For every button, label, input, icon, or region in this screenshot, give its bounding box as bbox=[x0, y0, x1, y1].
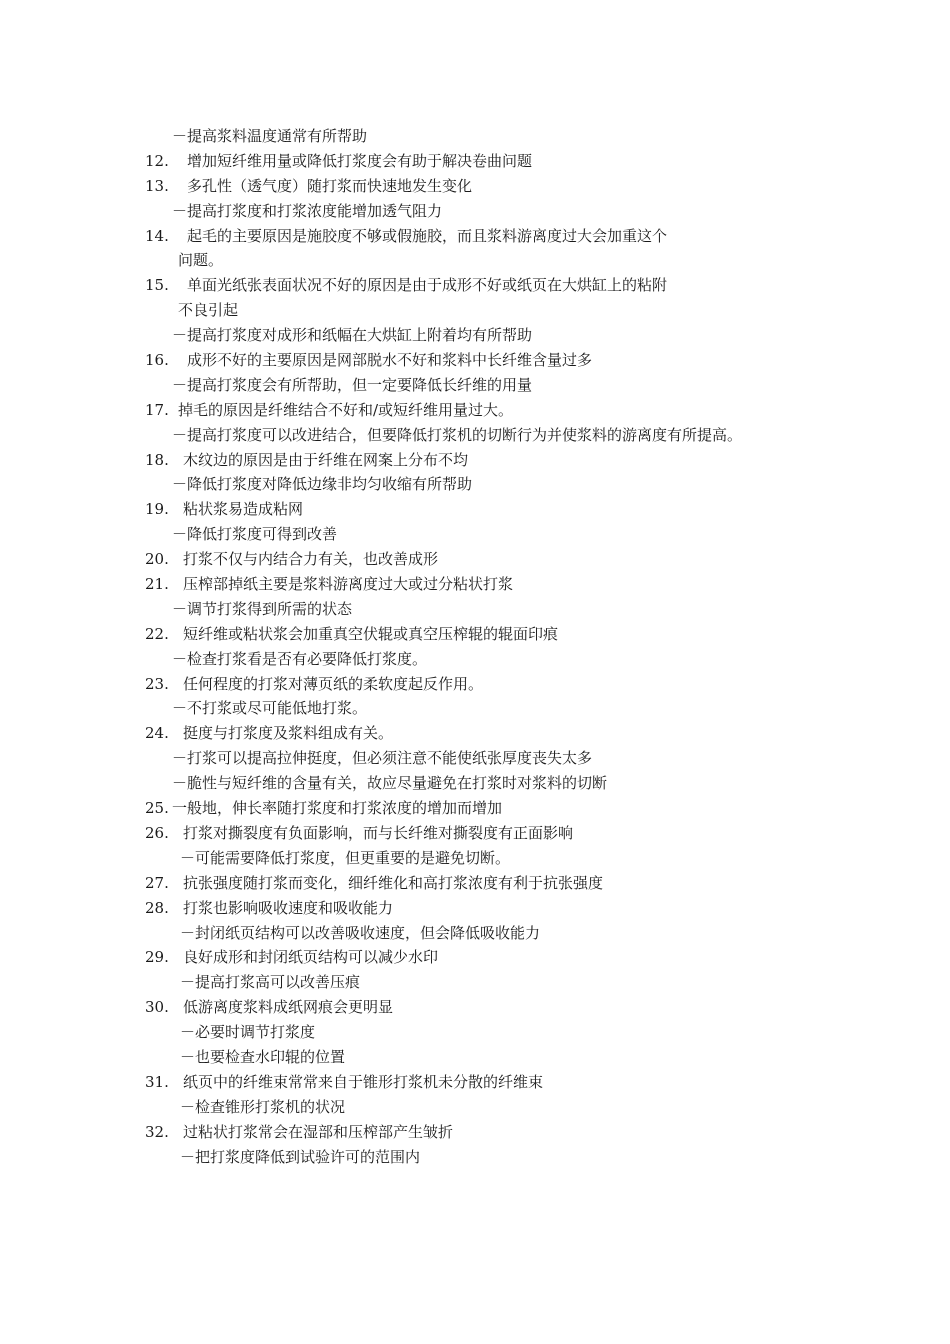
item-text: 任何程度的打浆对薄页纸的柔软度起反作用。 bbox=[183, 674, 484, 693]
list-item bbox=[0, 995, 950, 1020]
sub-point-text: －提高浆料温度通常有所帮助 bbox=[172, 127, 368, 145]
sub-point-text: －提高打浆度和打浆浓度能增加透气阻力 bbox=[172, 201, 443, 220]
item-text: 单面光纸张表面状况不好的原因是由于成形不好或纸页在大烘缸上的粘附 bbox=[187, 276, 668, 295]
sub-point bbox=[0, 1145, 950, 1170]
list-item bbox=[0, 572, 950, 597]
list-item bbox=[0, 1070, 950, 1095]
item-text: 纸页中的纤维束常常来自于锥形打浆机未分散的纤维束 bbox=[183, 1072, 544, 1091]
item-number: 22. bbox=[145, 624, 169, 643]
item-number: 23. bbox=[145, 674, 169, 693]
item-number: 13. bbox=[145, 176, 169, 195]
item-number: 25. bbox=[145, 799, 169, 818]
sub-point-text: －也要检查水印辊的位置 bbox=[180, 1047, 346, 1066]
sub-point-text: －提高打浆度对成形和纸幅在大烘缸上附着均有所帮助 bbox=[172, 326, 533, 345]
list-item bbox=[0, 174, 950, 199]
item-number: 31. bbox=[145, 1072, 169, 1091]
sub-point-text: －提高打浆度会有所帮助，但一定要降低长纤维的用量 bbox=[172, 375, 533, 394]
continuation-text: 不良引起 bbox=[178, 301, 239, 320]
list-item bbox=[0, 497, 950, 522]
item-text: 过粘状打浆常会在湿部和压榨部产生皱折 bbox=[183, 1122, 454, 1141]
sub-point bbox=[0, 597, 950, 622]
item-number: 21. bbox=[145, 575, 169, 594]
sub-point-text: －不打浆或尽可能低地打浆。 bbox=[172, 699, 368, 718]
sub-point bbox=[0, 970, 950, 995]
item-text: 抗张强度随打浆而变化，细纤维化和高打浆浓度有利于抗张强度 bbox=[183, 873, 604, 892]
list-item bbox=[0, 672, 950, 697]
item-number: 24. bbox=[145, 724, 169, 743]
sub-point-text: －提高打浆高可以改善压痕 bbox=[180, 973, 361, 992]
sub-point bbox=[0, 472, 950, 497]
item-number: 32. bbox=[145, 1122, 169, 1141]
item-text: 起毛的主要原因是施胶度不够或假施胶，而且浆料游离度过大会加重这个 bbox=[187, 226, 668, 245]
sub-point bbox=[0, 771, 950, 796]
item-text: 打浆对撕裂度有负面影响，而与长纤维对撕裂度有正面影响 bbox=[183, 823, 574, 842]
item-number: 14. bbox=[145, 226, 169, 245]
item-number: 30. bbox=[145, 998, 169, 1017]
list-item bbox=[0, 149, 950, 174]
item-number: 20. bbox=[145, 550, 169, 569]
item-text: 粘状浆易造成粘网 bbox=[183, 500, 304, 519]
sub-point bbox=[0, 423, 950, 448]
item-number: 18. bbox=[145, 450, 169, 469]
sub-point bbox=[0, 199, 950, 224]
sub-point-text: －提高打浆度可以改进结合，但要降低打浆机的切断行为并使浆料的游离度有所提高。 bbox=[172, 425, 743, 444]
list-item bbox=[0, 273, 950, 298]
sub-point bbox=[0, 696, 950, 721]
sub-point bbox=[0, 373, 950, 398]
list-item bbox=[0, 1120, 950, 1145]
list-item bbox=[0, 821, 950, 846]
sub-point-text: －把打浆度降低到试验许可的范围内 bbox=[180, 1147, 421, 1166]
item-text: 良好成形和封闭纸页结构可以减少水印 bbox=[183, 948, 439, 967]
item-text: 打浆也影响吸收速度和吸收能力 bbox=[183, 898, 394, 917]
sub-point bbox=[0, 647, 950, 672]
list-item bbox=[0, 398, 950, 423]
list-item bbox=[0, 348, 950, 373]
item-number: 17. bbox=[145, 400, 169, 419]
list-item bbox=[0, 721, 950, 746]
sub-point bbox=[0, 846, 950, 871]
sub-point-text: －检查锥形打浆机的状况 bbox=[180, 1097, 346, 1116]
sub-point-text: －降低打浆度可得到改善 bbox=[172, 525, 338, 544]
item-number: 29. bbox=[145, 948, 169, 967]
item-number: 12. bbox=[145, 151, 169, 170]
sub-point-text: －降低打浆度对降低边缘非均匀收缩有所帮助 bbox=[172, 475, 473, 494]
item-text: 掉毛的原因是纤维结合不好和/或短纤维用量过大。 bbox=[178, 400, 514, 419]
sub-point-text: －脆性与短纤维的含量有关，故应尽量避免在打浆时对浆料的切断 bbox=[172, 774, 608, 793]
item-number: 26. bbox=[145, 823, 169, 842]
item-text: 成形不好的主要原因是网部脱水不好和浆料中长纤维含量过多 bbox=[187, 351, 593, 370]
sub-point bbox=[0, 1095, 950, 1120]
item-continuation bbox=[0, 248, 950, 273]
list-item bbox=[0, 796, 950, 821]
sub-point-text: －封闭纸页结构可以改善吸收速度，但会降低吸收能力 bbox=[180, 923, 541, 942]
list-item bbox=[0, 622, 950, 647]
item-number: 28. bbox=[145, 898, 169, 917]
list-item bbox=[0, 448, 950, 473]
item-text: 增加短纤维用量或降低打浆度会有助于解决卷曲问题 bbox=[187, 151, 533, 170]
sub-point-text: －调节打浆得到所需的状态 bbox=[172, 599, 353, 618]
item-text: 压榨部掉纸主要是浆料游离度过大或过分粘状打浆 bbox=[183, 575, 514, 594]
item-number: 27. bbox=[145, 873, 169, 892]
sub-point bbox=[0, 323, 950, 348]
sub-point bbox=[0, 522, 950, 547]
item-text: 打浆不仅与内结合力有关，也改善成形 bbox=[183, 550, 439, 569]
sub-point-text: －可能需要降低打浆度，但更重要的是避免切断。 bbox=[180, 848, 511, 867]
list-item bbox=[0, 945, 950, 970]
item-number: 15. bbox=[145, 276, 169, 295]
list-item bbox=[0, 871, 950, 896]
sub-point bbox=[0, 746, 950, 771]
item-text: 挺度与打浆度及浆料组成有关。 bbox=[183, 724, 394, 743]
list-item bbox=[0, 547, 950, 572]
item-text: 短纤维或粘状浆会加重真空伏辊或真空压榨辊的辊面印痕 bbox=[183, 624, 559, 643]
item-text: 低游离度浆料成纸网痕会更明显 bbox=[183, 998, 394, 1017]
list-item bbox=[0, 896, 950, 921]
item-text: 一般地，伸长率随打浆度和打浆浓度的增加而增加 bbox=[172, 799, 503, 818]
item-number: 19. bbox=[145, 500, 169, 519]
item-text: 木纹边的原因是由于纤维在网案上分布不均 bbox=[183, 450, 469, 469]
sub-point bbox=[0, 1020, 950, 1045]
item-number: 16. bbox=[145, 351, 169, 370]
continuation-text: 问题。 bbox=[178, 251, 224, 270]
item-continuation bbox=[0, 298, 950, 323]
sub-point bbox=[0, 1045, 950, 1070]
document-body bbox=[0, 124, 950, 1169]
item-text: 多孔性（透气度）随打浆而快速地发生变化 bbox=[187, 176, 473, 195]
sub-point bbox=[0, 124, 950, 149]
sub-point-text: －打浆可以提高拉伸挺度，但必须注意不能使纸张厚度丧失太多 bbox=[172, 749, 593, 768]
sub-point-text: －必要时调节打浆度 bbox=[180, 1023, 316, 1042]
list-item bbox=[0, 224, 950, 249]
sub-point bbox=[0, 921, 950, 946]
sub-point-text: －检查打浆看是否有必要降低打浆度。 bbox=[172, 649, 428, 668]
